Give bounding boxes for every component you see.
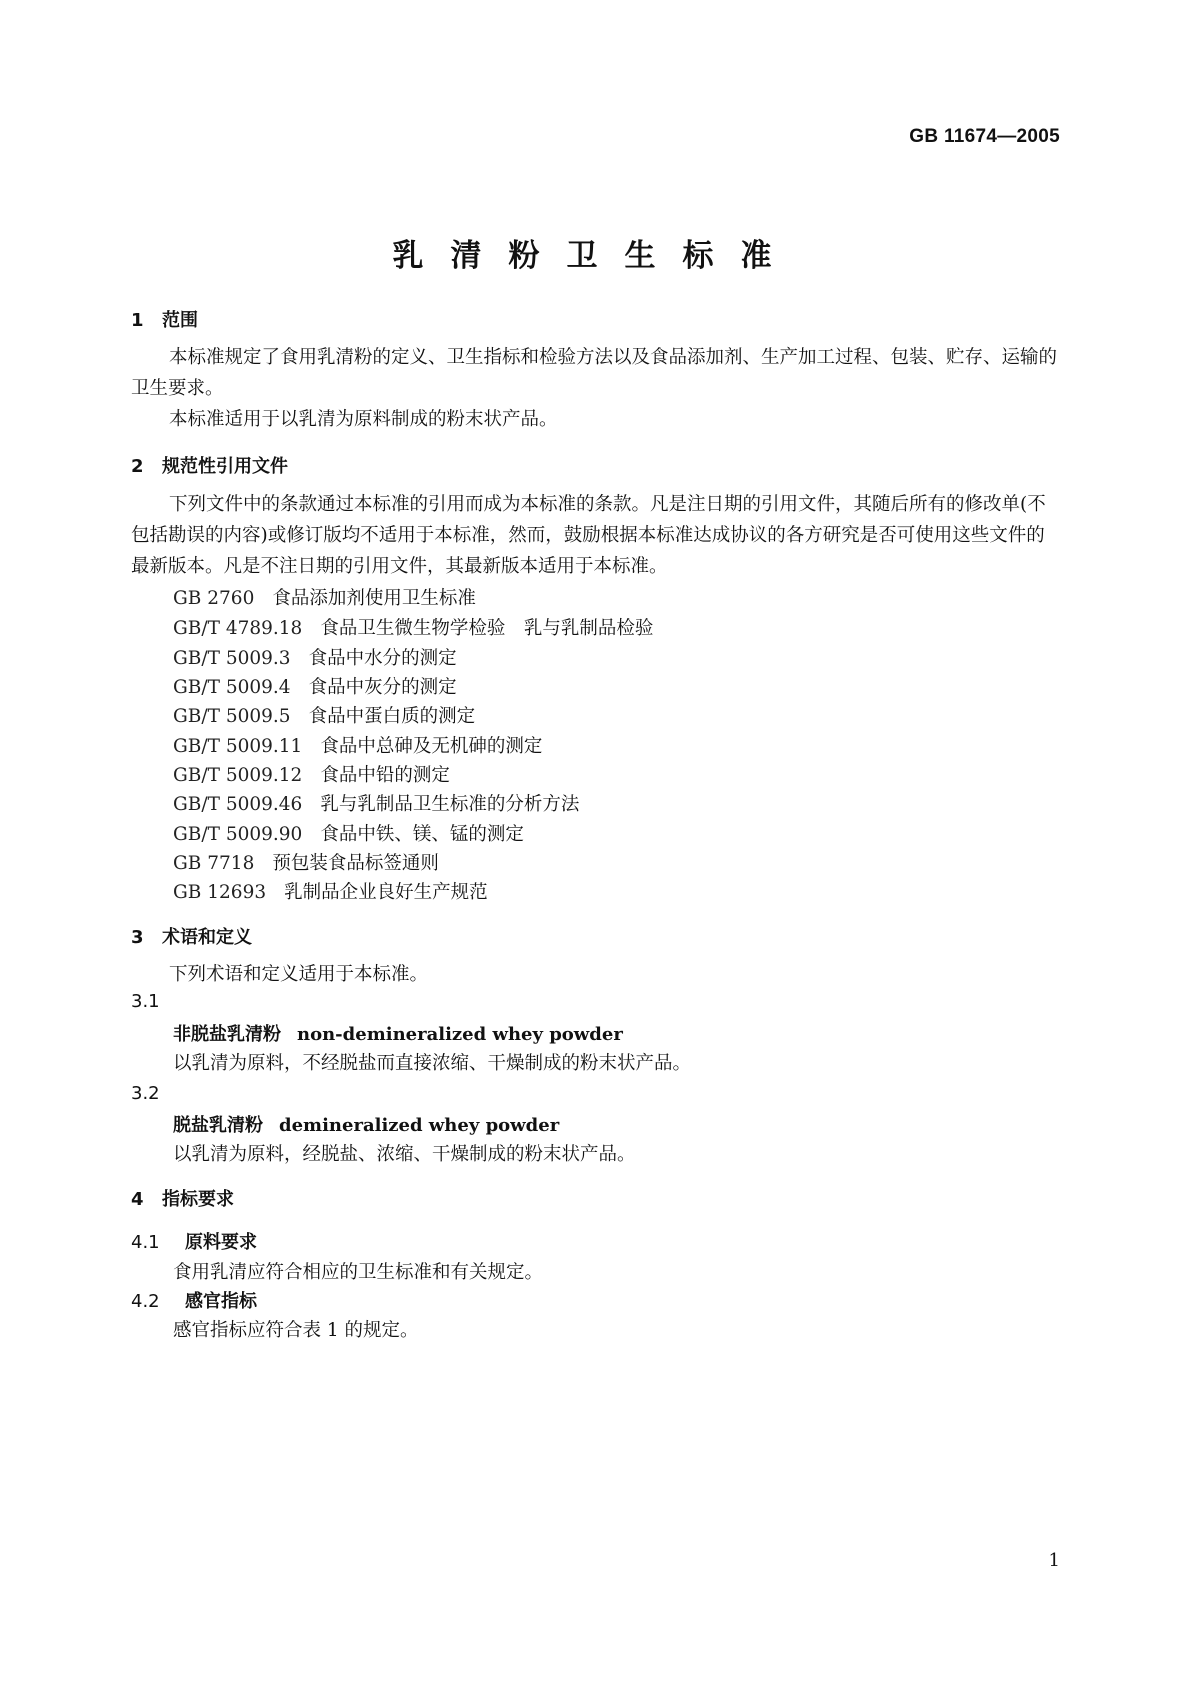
term-definition: 以乳清为原料，不经脱盐而直接浓缩、干燥制成的粉末状产品。	[173, 1053, 692, 1074]
page-number: 1	[1048, 1550, 1060, 1571]
term-chinese: 非脱盐乳清粉	[173, 1024, 281, 1045]
section-number: 3	[131, 927, 144, 948]
section-title: 术语和定义	[162, 927, 252, 948]
standard-number: GB 11674—2005	[909, 126, 1060, 147]
reference-code: GB/T 5009.46	[173, 794, 303, 815]
reference-name: 食品添加剂使用卫生标准	[272, 588, 476, 609]
term-english: non-demineralized whey powder	[297, 1024, 623, 1045]
reference-item	[173, 614, 653, 640]
reference-name: 食品中灰分的测定	[308, 677, 457, 698]
reference-item	[173, 790, 579, 816]
clause-number: 3.1	[131, 991, 160, 1012]
terms-intro: 下列术语和定义适用于本标准。	[169, 964, 429, 985]
term-entry	[173, 1020, 623, 1046]
scope-paragraph-1: 本标准规定了食用乳清粉的定义、卫生指标和检验方法以及食品添加剂、生产加工过程、包装、贮存、运输的卫生要求。	[131, 347, 1058, 399]
subsection-4-1-text: 食用乳清应符合相应的卫生标准和有关规定。	[173, 1262, 544, 1283]
reference-item	[173, 849, 439, 875]
reference-item	[173, 761, 450, 787]
reference-name: 食品中铁、镁、锰的测定	[320, 824, 524, 845]
reference-code: GB 2760	[173, 588, 255, 609]
reference-code: GB/T 5009.12	[173, 765, 303, 786]
reference-item	[173, 732, 542, 758]
subsection-title: 感官指标	[185, 1291, 257, 1312]
reference-code: GB 12693	[173, 882, 267, 903]
section-1-heading	[131, 306, 198, 332]
reference-item	[173, 820, 524, 846]
reference-name: 食品中铅的测定	[320, 765, 450, 786]
term-chinese: 脱盐乳清粉	[173, 1115, 263, 1136]
reference-item	[173, 644, 457, 670]
section-number: 2	[131, 456, 144, 477]
reference-name: 乳制品企业良好生产规范	[284, 882, 488, 903]
scope-paragraph-2: 本标准适用于以乳清为原料制成的粉末状产品。	[169, 409, 558, 430]
subsection-title: 原料要求	[185, 1232, 257, 1253]
reference-code: GB/T 4789.18	[173, 618, 303, 639]
clause-number: 3.2	[131, 1083, 160, 1104]
subsection-4-1-heading	[131, 1228, 257, 1254]
term-english: demineralized whey powder	[279, 1115, 560, 1136]
section-title: 范围	[162, 310, 198, 331]
reference-item	[173, 702, 475, 728]
reference-code: GB/T 5009.5	[173, 706, 291, 727]
subsection-4-2-text: 感官指标应符合表 1 的规定。	[173, 1320, 419, 1341]
section-3-heading	[131, 923, 252, 949]
section-number: 4	[131, 1189, 144, 1210]
subsection-number: 4.2	[131, 1291, 160, 1312]
reference-name: 食品中总砷及无机砷的测定	[320, 736, 543, 757]
section-2-heading	[131, 452, 288, 478]
page-title: 乳清粉卫生标准	[392, 238, 799, 274]
subsection-4-2-heading	[131, 1287, 257, 1313]
reference-code: GB 7718	[173, 853, 255, 874]
reference-item	[173, 878, 488, 904]
section-title: 规范性引用文件	[162, 456, 288, 477]
section-title: 指标要求	[162, 1189, 234, 1210]
reference-code: GB/T 5009.4	[173, 677, 291, 698]
reference-name: 乳与乳制品卫生标准的分析方法	[320, 794, 580, 815]
term-entry	[173, 1111, 559, 1137]
reference-name: 食品卫生微生物学检验 乳与乳制品检验	[320, 618, 654, 639]
section-4-heading	[131, 1185, 234, 1211]
reference-item	[173, 584, 476, 610]
normative-references-paragraph: 下列文件中的条款通过本标准的引用而成为本标准的条款。凡是注日期的引用文件，其随后所有的修改单(不包括勘误的内容)或修订版均不适用于本标准，然而，鼓励根据本标准达成协议的各方研究是否可使用这些文件的最新版本。凡是不注日期的引用文件，其最新版本适用于本标准。	[131, 494, 1046, 577]
subsection-number: 4.1	[131, 1232, 160, 1253]
reference-code: GB/T 5009.11	[173, 736, 303, 757]
section-number: 1	[131, 310, 144, 331]
term-definition: 以乳清为原料，经脱盐、浓缩、干燥制成的粉末状产品。	[173, 1144, 636, 1165]
reference-name: 食品中水分的测定	[308, 648, 457, 669]
reference-code: GB/T 5009.90	[173, 824, 303, 845]
reference-name: 食品中蛋白质的测定	[308, 706, 476, 727]
reference-name: 预包装食品标签通则	[272, 853, 439, 874]
reference-item	[173, 673, 457, 699]
reference-code: GB/T 5009.3	[173, 648, 291, 669]
